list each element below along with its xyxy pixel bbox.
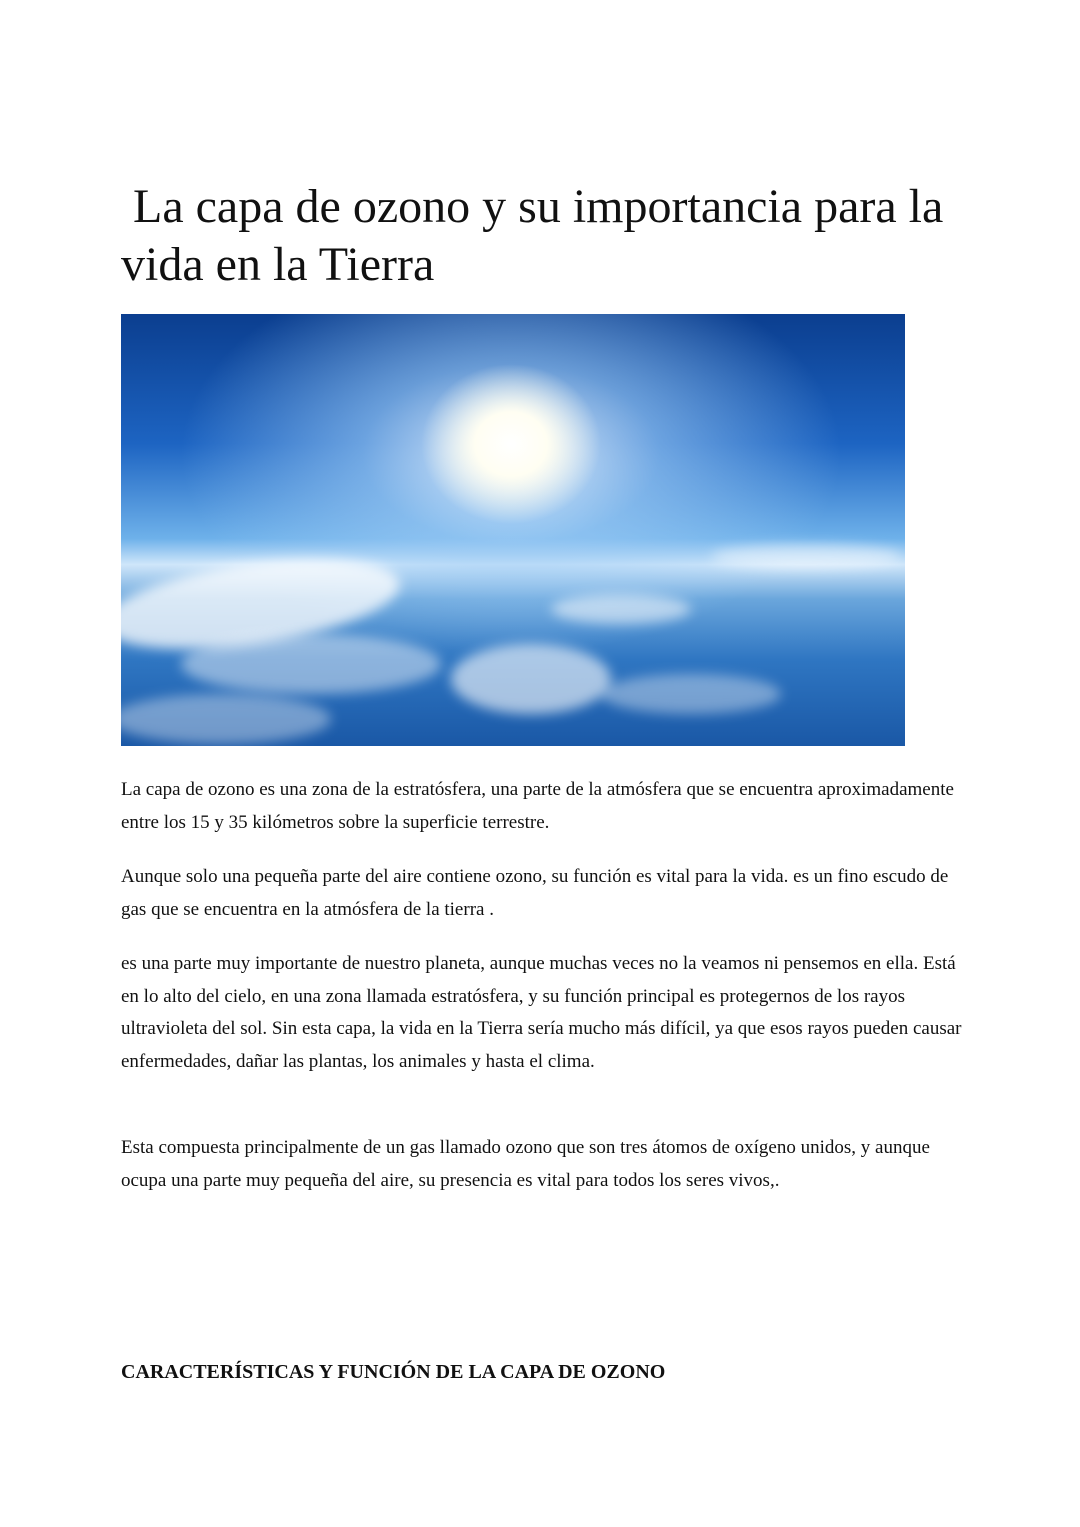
section-heading: CARACTERÍSTICAS Y FUNCIÓN DE LA CAPA DE OZONO — [121, 1361, 666, 1383]
earth-from-space-image — [121, 314, 905, 746]
paragraph: Esta compuesta principalmente de un gas llamado ozono que son tres átomos de oxígeno unidos, y aunque ocupa una parte muy pequeña del aire, su presencia es vital para todos los seres vivos,. — [121, 1137, 930, 1191]
document-title: La capa de ozono y su importancia para la vida en la Tierra — [121, 180, 956, 291]
paragraph: es una parte muy importante de nuestro planeta, aunque muchas veces no la veamos ni pensemos en ella. Está en lo alto del cielo, en una zona llamada estratósfera, y su función principal es protegernos de los rayos ultravioleta del sol. Sin esta capa, la vida en la Tierra sería mucho más difícil, ya que esos rayos pueden causar enfermedades, dañar las plantas, los animales y hasta el clima. — [121, 953, 962, 1072]
paragraph: La capa de ozono es una zona de la estratósfera, una parte de la atmósfera que se encuentra aproximadamente entre los 15 y 35 kilómetros sobre la superficie terrestre. — [121, 779, 954, 833]
paragraph: Aunque solo una pequeña parte del aire contiene ozono, su función es vital para la vida. es un fino escudo de gas que se encuentra en la atmósfera de la tierra . — [121, 866, 949, 920]
